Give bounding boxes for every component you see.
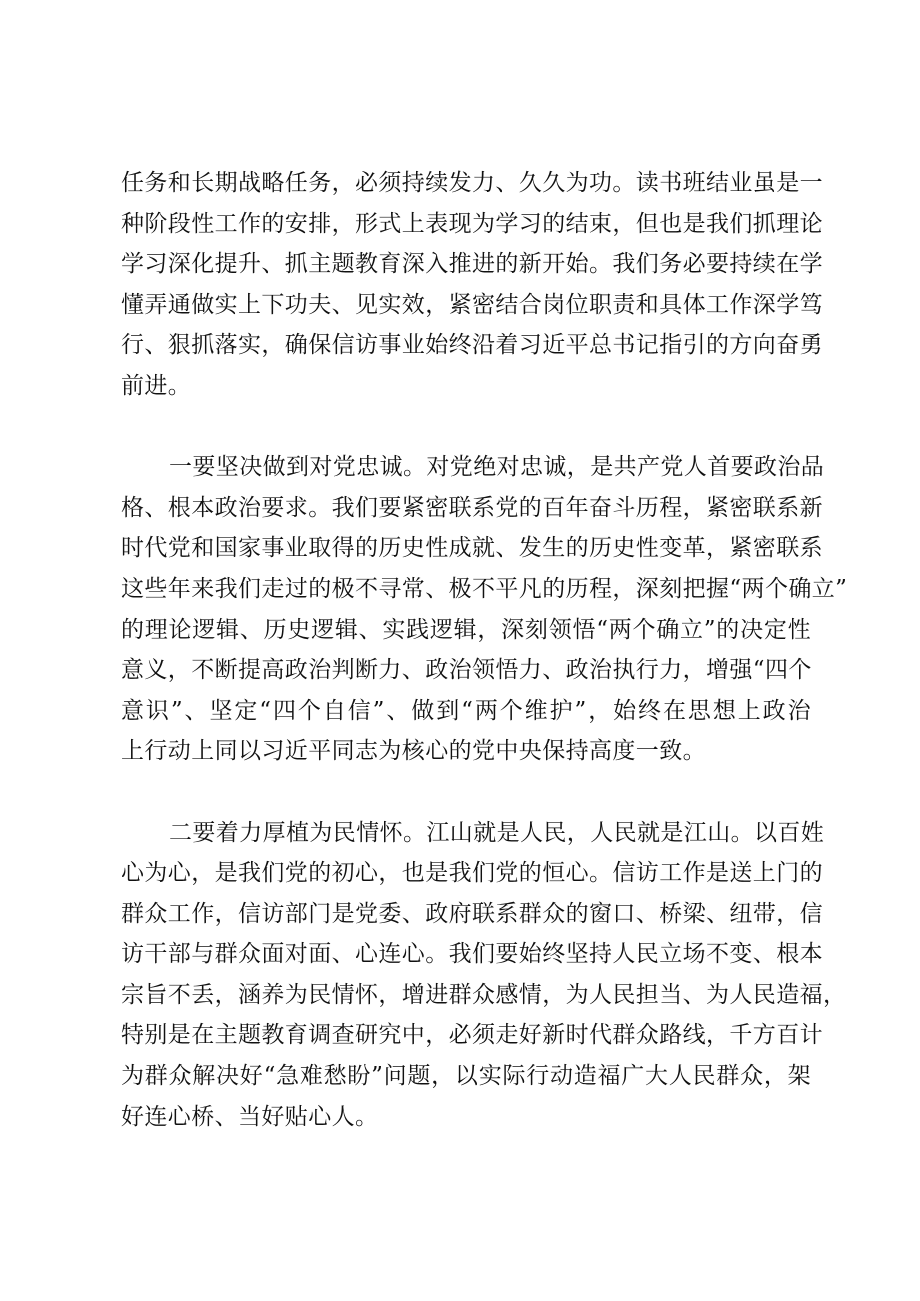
paragraph-line: 群众工作，信访部门是党委、政府联系群众的窗口、桥梁、纽带，信 xyxy=(121,900,823,927)
paragraph-line: 一要坚决做到对党忠诚。对党绝对忠诚，是共产党人首要政治品 xyxy=(169,454,825,481)
paragraph-line: 格、根本政治要求。我们要紧密联系党的百年奋斗历程，紧密联系新 xyxy=(121,494,823,521)
paragraph-line: 宗旨不丢，涵养为民情怀，增进群众感情，为人民担当、为人民造福， xyxy=(121,981,847,1008)
paragraph-spacing xyxy=(121,772,811,813)
paragraph-line: 的理论逻辑、历史逻辑、实践逻辑，深刻领悟“两个确立”的决定性 xyxy=(121,616,811,643)
paragraph-people xyxy=(121,813,847,1138)
paragraph-spacing xyxy=(121,407,811,448)
paragraph-line: 心为心，是我们党的初心，也是我们党的恒心。信访工作是送上门的 xyxy=(121,860,823,887)
paragraph-line: 学习深化提升、抓主题教育深入推进的新开始。我们务必要持续在学 xyxy=(121,251,823,278)
paragraph-line: 特别是在主题教育调查研究中，必须走好新时代群众路线，千方百计 xyxy=(121,1022,823,1049)
paragraph-line: 懂弄通做实上下功夫、见实效，紧密结合岗位职责和具体工作深学笃 xyxy=(121,291,823,318)
paragraph-line: 二要着力厚植为民情怀。江山就是人民，人民就是江山。以百姓 xyxy=(169,819,825,846)
paragraph-loyalty xyxy=(121,447,848,772)
paragraph-line: 意义，不断提高政治判断力、政治领悟力、政治执行力，增强“四个 xyxy=(121,657,812,684)
paragraph-line: 时代党和国家事业取得的历史性成就、发生的历史性变革，紧密联系 xyxy=(121,535,823,562)
paragraph-line: 访干部与群众面对面、心连心。我们要始终坚持人民立场不变、根本 xyxy=(121,941,823,968)
paragraph-line: 前进。 xyxy=(121,372,192,399)
paragraph-line: 上行动上同以习近平同志为核心的党中央保持高度一致。 xyxy=(121,738,706,765)
paragraph-continuation xyxy=(121,163,823,407)
paragraph-line: 意识”、坚定“四个自信”、做到“两个维护”，始终在思想上政治 xyxy=(121,697,811,724)
paragraph-line: 种阶段性工作的安排，形式上表现为学习的结束，但也是我们抓理论 xyxy=(121,210,823,237)
paragraph-line: 好连心桥、当好贴心人。 xyxy=(121,1103,379,1130)
paragraph-line: 这些年来我们走过的极不寻常、极不平凡的历程，深刻把握“两个确立” xyxy=(121,575,848,602)
paragraph-line: 任务和长期战略任务，必须持续发力、久久为功。读书班结业虽是一 xyxy=(121,170,823,196)
paragraph-line: 为群众解决好“急难愁盼”问题，以实际行动造福广大人民群众，架 xyxy=(121,1063,811,1090)
paragraph-line: 行、狠抓落实，确保信访事业始终沿着习近平总书记指引的方向奋勇 xyxy=(121,332,823,359)
document-body xyxy=(121,163,848,1137)
